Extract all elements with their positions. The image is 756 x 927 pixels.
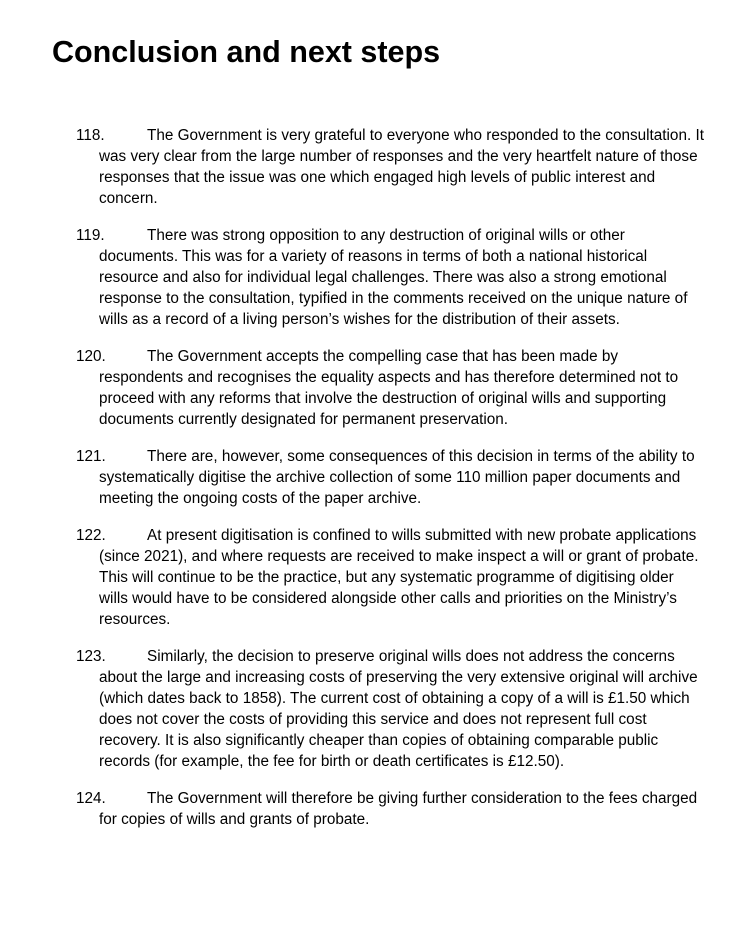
paragraph-119	[76, 225, 706, 330]
paragraph-text: There was strong opposition to any destruction of original wills or other documents. This was for a variety of reasons in terms of both a national historical resource and also for individual legal challenges. There was also a strong emotional response to the consultation, typified in the comments received on the unique nature of wills as a record of a living person’s wishes for the distribution of their assets.	[99, 227, 688, 328]
paragraph-121	[76, 446, 706, 509]
paragraph-text: The Government will therefore be giving further consideration to the fees charged for copies of wills and grants of probate.	[99, 790, 698, 828]
paragraph-text: The Government accepts the compelling case that has been made by respondents and recognises the equality aspects and has therefore determined not to proceed with any reforms that involve the destruction of original wills and supporting documents currently designated for permanent preservation.	[99, 348, 679, 428]
paragraph-number: 122.	[76, 527, 106, 544]
paragraph-number: 118.	[76, 127, 105, 144]
paragraph-124	[76, 788, 706, 830]
paragraph-text: There are, however, some consequences of this decision in terms of the ability to systematically digitise the archive collection of some 110 million paper documents and meeting the ongoing costs of the paper archive.	[99, 448, 695, 507]
paragraph-122	[76, 525, 706, 630]
paragraph-text: At present digitisation is confined to wills submitted with new probate applications (since 2021), and where requests are received to make inspect a will or grant of probate. This will continue to be the practice, but any systematic programme of digitising older wills would have to be considered alongside other calls and priorities on the Ministry’s resources.	[99, 527, 699, 628]
paragraph-number: 119.	[76, 227, 105, 244]
paragraph-text: Similarly, the decision to preserve original wills does not address the concerns about the large and increasing costs of preserving the very extensive original will archive (which dates back to 1858). The current cost of obtaining a copy of a will is £1.50 which does not cover the costs of providing this service and does not represent full cost recovery. It is also significantly cheaper than copies of obtaining comparable public records (for example, the fee for birth or death certificates is £12.50).	[99, 648, 698, 770]
paragraph-text: The Government is very grateful to everyone who responded to the consultation. It was very clear from the large number of responses and the very heartfelt nature of those responses that the issue was one which engaged high levels of public interest and concern.	[99, 127, 704, 207]
paragraph-number: 121.	[76, 448, 106, 465]
page-title: Conclusion and next steps	[52, 35, 441, 69]
paragraph-number: 120.	[76, 348, 106, 365]
paragraph-list	[76, 125, 706, 846]
paragraph-118	[76, 125, 706, 209]
paragraph-number: 124.	[76, 790, 106, 807]
paragraph-123	[76, 646, 706, 772]
paragraph-120	[76, 346, 706, 430]
paragraph-number: 123.	[76, 648, 106, 665]
